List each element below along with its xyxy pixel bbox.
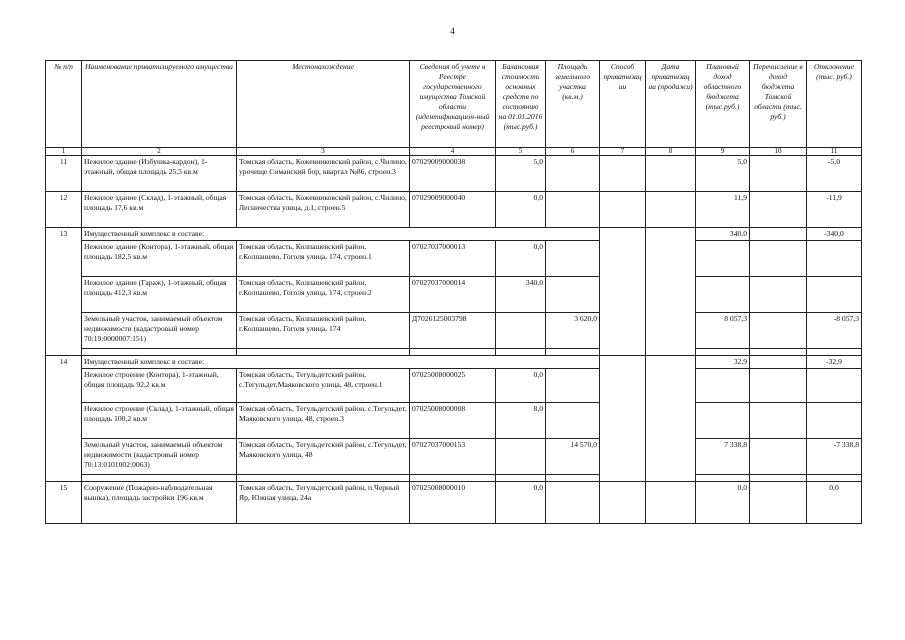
property-location: Томская область, Кожевниковский район, с.Чилино, урочище Симанский бор, квартал №86, строен.3 <box>237 156 410 192</box>
property-location: Томская область, Тегульдетский район, с.Тегульдет, Маяковского улица, 48 <box>237 439 410 475</box>
header-cell: Отклонение (тыс. руб.) <box>807 61 862 148</box>
property-location: Томская область, Колпашевский район, г.Колпашево, Гоголя улица, 174 <box>237 313 410 349</box>
column-number: 8 <box>646 148 696 156</box>
row-number: 15 <box>46 482 82 524</box>
registry-number: 07027037000153 <box>410 439 496 475</box>
property-location: Томская область, Кожевниковский район, с.Чилино, Лесничества улица, д.1, строен.5 <box>237 192 410 228</box>
planned-income: 32,9 <box>696 356 750 369</box>
column-number-row <box>46 148 862 156</box>
planned-income: 5,0 <box>696 156 750 192</box>
header-cell: Площадь земельного участка (кв.м.) <box>546 61 600 148</box>
registry-number: 07027037000014 <box>410 277 496 313</box>
complex-title: Имущественный комплекс в составе: <box>82 356 600 369</box>
header-cell: Наименование приватизируемого имущества <box>82 61 237 148</box>
planned-income: 11,9 <box>696 192 750 228</box>
property-location: Томская область, Тегульдетский район, с.Тегульдет, Маяковского улица, 48, строен.3 <box>237 403 410 439</box>
column-number: 6 <box>546 148 600 156</box>
balance-value: 340,0 <box>496 277 546 313</box>
table-row <box>46 277 862 313</box>
header-cell: Дата приватизац ии (продажи) <box>646 61 696 148</box>
property-location: Томская область, Колпашевский район, г.Колпашево, Гоголя улица, 174, строен.1 <box>237 241 410 277</box>
property-name: Сооружение (Пожарно-наблюдательная вышка), площадь застройки 196 кв.м <box>82 482 237 524</box>
header-cell: Перечисление в доход бюджета Томской области (тыс. руб.) <box>750 61 807 148</box>
land-area: 14 570,0 <box>546 439 600 475</box>
property-location: Томская область, Тегульдетский район, п.Черный Яр, Южная улица, 24а <box>237 482 410 524</box>
header-cell: Местонахождение <box>237 61 410 148</box>
deviation-value: -7 338,8 <box>807 439 862 475</box>
registry-number: 07029009000038 <box>410 156 496 192</box>
registry-number: 07029009000040 <box>410 192 496 228</box>
column-number: 9 <box>696 148 750 156</box>
balance-value: 0,0 <box>496 241 546 277</box>
table-row <box>46 439 862 475</box>
table-row <box>46 403 862 439</box>
property-name: Земельный участок, занимаемый объектом недвижимости (кадастровый номер 70:13:0101002:0063) <box>82 439 237 475</box>
deviation-value: -11,9 <box>807 192 862 228</box>
planned-income: 0,0 <box>696 482 750 524</box>
planned-income: 340,0 <box>696 228 750 241</box>
balance-value: 0,0 <box>496 192 546 228</box>
planned-income: 8 057,3 <box>696 313 750 349</box>
table-row <box>46 192 862 228</box>
property-name: Земельный участок, занимаемый объектом недвижимости (кадастровый номер 70:19:0000007:151) <box>82 313 237 349</box>
row-number: 13 <box>46 228 82 356</box>
deviation-value: -8 057,3 <box>807 313 862 349</box>
header-cell: № п/п <box>46 61 82 148</box>
spacer-row <box>46 349 862 356</box>
row-number: 14 <box>46 356 82 482</box>
deviation-value: -5,0 <box>807 156 862 192</box>
property-location: Томская область, Колпашевский район, г.Колпашево, Гоголя улица, 174, строен.2 <box>237 277 410 313</box>
property-name: Нежилое здание (Склад), 1-этажный, общая площадь 17,6 кв.м <box>82 192 237 228</box>
header-cell: Сведения об учете в Реестре государственного имущества Томской области (идентификацион-ный реестровый номер) <box>410 61 496 148</box>
table-row <box>46 482 862 524</box>
column-number: 3 <box>237 148 410 156</box>
property-name: Нежилое строение (Склад), 1-этажный, общая площадь 100,2 кв.м <box>82 403 237 439</box>
column-number: 4 <box>410 148 496 156</box>
property-name: Нежилое здание (Контора), 1-этажный, общая площадь 182,5 кв.м <box>82 241 237 277</box>
deviation-value: -340,0 <box>807 228 862 241</box>
registry-number: 07025008000010 <box>410 482 496 524</box>
header-cell: Плановый доход областного бюджета (тыс.руб.) <box>696 61 750 148</box>
spacer-row <box>46 475 862 482</box>
balance-value: 5,0 <box>496 156 546 192</box>
table-row <box>46 313 862 349</box>
header-cell: Балансовая стоимость основных средств по состоянию на 01.01.2016 (тыс.руб.) <box>496 61 546 148</box>
deviation-value: 0,0 <box>807 482 862 524</box>
table-row <box>46 356 862 369</box>
property-location: Томская область, Тегульдетский район, с.Тегульдет,Маяковского улица, 48, строен.1 <box>237 369 410 403</box>
column-number: 2 <box>82 148 237 156</box>
balance-value: 8,0 <box>496 403 546 439</box>
table-row <box>46 228 862 241</box>
registry-number: 07027037000013 <box>410 241 496 277</box>
table-row <box>46 369 862 403</box>
privatization-table <box>45 60 862 524</box>
deviation-value: -32,9 <box>807 356 862 369</box>
column-number: 10 <box>750 148 807 156</box>
property-name: Нежилое здание (Гараж), 1-этажный, общая площадь 412,3 кв.м <box>82 277 237 313</box>
column-number: 1 <box>46 148 82 156</box>
balance-value: 0,0 <box>496 369 546 403</box>
table-row <box>46 156 862 192</box>
column-number: 5 <box>496 148 546 156</box>
row-number: 11 <box>46 156 82 192</box>
row-number: 12 <box>46 192 82 228</box>
header-row <box>46 61 862 148</box>
table-row <box>46 241 862 277</box>
column-number: 7 <box>600 148 646 156</box>
property-name: Нежилое здание (Избушка-кардон), 1-этажный, общая площадь 25,5 кв.м <box>82 156 237 192</box>
page-number: 4 <box>450 26 455 36</box>
complex-title: Имущественный комплекс в составе: <box>82 228 600 241</box>
property-name: Нежилое строение (Контора), 1-этажный, общая площадь 92,2 кв.м <box>82 369 237 403</box>
column-number: 11 <box>807 148 862 156</box>
registry-number: 07025008000008 <box>410 403 496 439</box>
registry-number: 07025008000025 <box>410 369 496 403</box>
land-area: 3 620,0 <box>546 313 600 349</box>
header-cell: Способ приватизац ии <box>600 61 646 148</box>
registry-number: Д7026125003798 <box>410 313 496 349</box>
planned-income: 7 338,8 <box>696 439 750 475</box>
balance-value: 0,0 <box>496 482 546 524</box>
